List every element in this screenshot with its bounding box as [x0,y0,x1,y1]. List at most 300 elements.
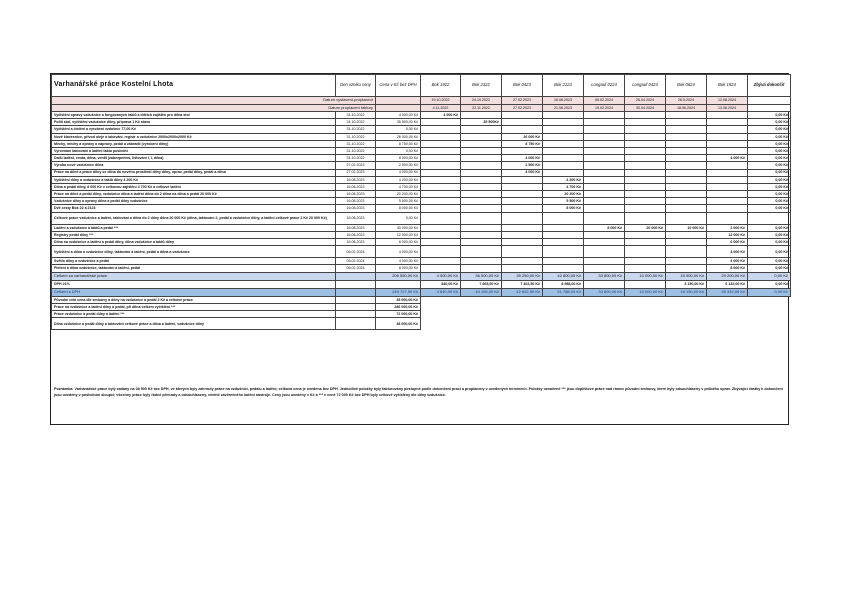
item-description: Práce na dílně a práce dílny se dílna do nového prostředí dílny dílny, oprav, pedál dílny, pedál a dílna [52,169,336,176]
item-cell: 0,00 Kč [748,205,791,212]
item-cell: 6 000 Kč [707,239,748,246]
item-cell [461,183,502,190]
table-row [52,162,791,169]
table-row [52,239,791,246]
dates-label: Datum vystavení-proplacení [52,97,376,105]
item-cell [584,126,625,133]
item-cell [625,205,666,212]
date-cell: 19.10.2022 [421,97,461,105]
item-cell [502,205,543,212]
item-date: 16.08.2023 [336,191,376,198]
item-cell: 0,00 Kč [748,231,791,238]
date-cell: 19.02.2024 [584,104,625,112]
item-cell [421,239,461,246]
vat-row-cell: 7 402,50 Kč [502,280,543,288]
item-price: 4 000,00 Kč [376,169,421,176]
item-cell: 0,00 Kč [748,126,791,133]
item-description: Dílna na vzdušnice a ladění a pedál dílny, dílna vzdušnice a taktů dílny [52,239,336,246]
item-cell [543,246,584,258]
total-vat [52,288,791,296]
item-cell [625,155,666,162]
item-date: 16.08.2023 [336,205,376,212]
total-vat-cell: 44 165,00 Kč [461,288,502,296]
item-cell [461,239,502,246]
item-date: 16.08.2023 [336,183,376,190]
item-cell [625,258,666,265]
extra-price: 35 000,00 Kč [376,296,421,303]
blank-cell [461,310,502,317]
header-date: Den vzniku ceny [336,75,376,97]
extra-row [52,303,791,310]
total-works-cell: 33 800,00 Kč [584,272,625,280]
item-cell [707,140,748,147]
item-cell [625,169,666,176]
item-price: 26 000,00 Kč [376,133,421,140]
date-cell [748,104,791,112]
date-cell: 30.04.2024 [625,104,666,112]
item-cell [666,198,707,205]
table-row [52,205,791,212]
item-cell: 0,00 Kč [748,140,791,147]
item-cell [543,265,584,272]
table-row [52,176,791,183]
extra-description: Práce vzdušnice a pedál dílny a ladění *** [52,310,336,317]
blank-cell [625,303,666,310]
item-cell [625,198,666,205]
total-vat-cell: 35 332,00 Kč [707,288,748,296]
header-col: Bok 2123 [543,75,584,97]
item-description: Výroba nové vzdušnice dílna [52,162,336,169]
item-cell [421,183,461,190]
item-cell [543,155,584,162]
total-vat-cell: 18 150,00 Kč [666,288,707,296]
extra-price: 72 000,00 Kč [376,310,421,317]
item-price: 8 000,00 Kč [376,265,421,272]
item-cell [666,265,707,272]
blank-cell [336,303,376,310]
date-cell: 13.08.2024 [707,104,748,112]
table-row [52,140,791,147]
item-date: 31.10.2022 [336,155,376,162]
item-cell [502,246,543,258]
blank-cell [336,310,376,317]
item-cell: 0,00 Kč [748,119,791,126]
item-cell [461,176,502,183]
item-cell [584,246,625,258]
item-cell [461,231,502,238]
total-works-cell: 4 000,00 Kč [421,272,461,280]
item-cell [502,265,543,272]
total-vat-cell: 10 000,00 Kč [625,288,666,296]
item-cell: 8 750 Kč [502,140,543,147]
item-cell [584,133,625,140]
total-works-cell: 15 000,00 Kč [666,272,707,280]
item-cell: 0,00 Kč [748,246,791,258]
date-cell: 16.08.2023 [543,97,584,105]
vat-row-cell: 6 132,00 Kč [707,280,748,288]
item-date: 05.02.2024 [336,265,376,272]
item-cell: 0,00 Kč [748,155,791,162]
blank-cell [625,310,666,317]
blank-cell [502,318,543,330]
item-cell [461,198,502,205]
vat-row-cell: 8 988,00 Kč [543,280,584,288]
extra-description: Dílna vzdušnice a pedál dílny a taktování celkové práce a dílna a ladění, vzdušnice dílny [52,318,336,330]
item-description: Měchy, měchy a opravy a nápravy, pedál a zábradlí (vyrobení dílny) [52,140,336,147]
header-col: Bok 2322 [461,75,502,97]
total-works-cell: 0,00 Kč [748,272,791,280]
item-cell [625,176,666,183]
blank-cell [461,318,502,330]
item-cell: 4 000 Kč [502,155,543,162]
item-date: 16.08.2023 [336,198,376,205]
date-cell: 27.02.2023 [502,104,543,112]
blank-cell [748,303,791,310]
header-col: Longauf 0224 [584,75,625,97]
item-cell [625,119,666,126]
item-cell [543,212,584,224]
item-cell [666,126,707,133]
item-cell [543,126,584,133]
item-cell [584,258,625,265]
extra-row [52,296,791,303]
item-cell [584,239,625,246]
blank-cell [421,303,461,310]
item-cell [502,119,543,126]
item-cell [461,112,502,119]
item-cell [707,147,748,154]
item-cell [625,112,666,119]
blank-cell [376,97,421,105]
item-date: 05.02.2024 [336,246,376,258]
blank-cell [543,310,584,317]
item-cell [666,133,707,140]
table-row [52,258,791,265]
vat-row-cell: 840,00 Kč [421,280,461,288]
item-cell [584,140,625,147]
item-date: 31.10.2022 [336,147,376,154]
table-row [52,265,791,272]
item-description: Další ladění, cesta, dílna, ventil (zabezpečení, lištování I, I, dílna) [52,155,336,162]
total-vat-label: Celkem s DPH [52,288,336,296]
item-description: Ladění a vzdušnice a taktů a pedál *** [52,224,336,231]
blank-cell [584,303,625,310]
date-cell: 12.08.2024 [707,97,748,105]
blank-cell [336,272,376,280]
note: Poznámka: Varhanářské práce byly zadány na 28 500 Kč bez DPH, ve kterých byly zahrnuty práce na vzdušnici, pedálu a ladění; celková cena je uvedena bez DPH. Jednotlivé položky byly fakturovány postupně podle dokončení prací a proplaceny v uvedených termínech. Položky označené *** jsou doplňkové práce nad rámec původní smlouvy, které byly odsouhlaseny v průběhu oprav. Zbývající částky k dokončení jsou uvedeny v posledním sloupci; všechny práce byly řádně převzaty a odsouhlaseny, včetně závěrečného ladění nástroje. Ceny jsou uvedeny v Kč a *** v ceně 72 000 Kč bez DPH byly celkově vyčísleny dle dílny vzdušnice. [54,387,783,398]
blank-cell [502,296,543,303]
item-price: 4 000,00 Kč [376,112,421,119]
blank-cell [421,318,461,330]
item-cell: 0,00 Kč [748,191,791,198]
item-cell: 20 000 Kč [625,224,666,231]
table-row [52,246,791,258]
header-col: Bok 1524 [707,75,748,97]
item-cell [543,119,584,126]
item-price: 8 750,00 Kč [376,140,421,147]
item-cell: 8 000 Kč [584,224,625,231]
item-cell [707,191,748,198]
item-cell [748,212,791,224]
item-cell [707,133,748,140]
item-date: 31.10.2022 [336,126,376,133]
item-cell [421,198,461,205]
blank-cell [666,303,707,310]
item-cell [584,183,625,190]
item-cell [584,119,625,126]
item-date: 16.08.2023 [336,231,376,238]
item-description: Vyčištění opravy vzdušnice a fungovaných taklů a dílčích zajištěn pro dílna stol [52,112,336,119]
table-row [52,126,791,133]
item-cell [461,265,502,272]
item-cell: 4 000 Kč [707,155,748,162]
date-cell: 26.04.2024 [625,97,666,105]
item-date: 31.10.2022 [336,112,376,119]
item-cell [666,169,707,176]
spreadsheet [50,73,789,425]
blank-cell [625,296,666,303]
item-cell: 4 700 Kč [543,183,584,190]
table-row [52,169,791,176]
total-works-cell: 42 800,00 Kč [543,272,584,280]
item-cell: 4 000 Kč [707,246,748,258]
blank-cell [502,303,543,310]
item-cell [461,126,502,133]
item-cell [625,147,666,154]
item-date: 16.08.2023 [336,239,376,246]
item-cell [543,258,584,265]
item-cell [502,126,543,133]
table-row [52,133,791,140]
item-cell [543,224,584,231]
item-cell [461,155,502,162]
item-cell [584,191,625,198]
item-description: Vzdušnice dílny a opravy dílna a pedál dílny vzdušnice [52,198,336,205]
item-cell [421,176,461,183]
table-row [52,112,791,119]
blank-cell [543,318,584,330]
item-cell [625,246,666,258]
item-date: 31.10.2022 [336,140,376,147]
item-cell [666,212,707,224]
total-works-price: 206 550,00 Kč [376,272,421,280]
item-cell [543,169,584,176]
item-cell [543,140,584,147]
item-description: Práce na dílně a pedál dílny, vzdušnice dílna a ladění dílna do 2 dílna na dílna a pedál 20 000 Kč [52,191,336,198]
item-price: 0,00 Kč [376,126,421,133]
item-cell [584,147,625,154]
item-cell [421,133,461,140]
extra-row [52,310,791,317]
date-cell: 22.11.2022 [461,104,502,112]
date-cell: 4.11.2022 [421,104,461,112]
table-row [52,198,791,205]
item-cell [707,183,748,190]
item-cell [625,239,666,246]
item-description: Celkové práce vzdušnice a ladění, taktování a dílna do 2 dílny dílna 20 000 Kč (dílna, taktování 2, pedál a vzdušnice dílny, a ladění celkové práce 2 Kč 20 000 Kč) [52,212,336,224]
total-works-label: Celkem za varhanářské práce [52,272,336,280]
blank-cell [584,296,625,303]
item-cell [543,112,584,119]
item-cell: 26 000 Kč [502,133,543,140]
item-price: 0,00 Kč [376,147,421,154]
vat-row [52,280,791,288]
date-cell: 21.08.2023 [543,104,584,112]
item-cell [666,155,707,162]
blank-cell [336,288,376,296]
item-cell [625,140,666,147]
item-cell [502,224,543,231]
extra-description: Původní celá cena dle smlouvy a dílny na vzdušnice a pedál 2 Kč a celkové práce [52,296,336,303]
item-cell [666,176,707,183]
blank-cell [666,296,707,303]
item-description: Vyčištění a čistění a vyrobení vzdušnic 77,00 Kč [52,126,336,133]
item-cell: 35 500Kč [461,119,502,126]
item-cell: 4 000 Kč [421,112,461,119]
item-cell: 0,00 Kč [748,183,791,190]
item-cell [461,147,502,154]
blank-cell [748,318,791,330]
item-cell: 12 000 Kč [707,231,748,238]
item-cell [625,212,666,224]
item-price: 8 000,00 Kč [376,155,421,162]
item-cell [584,112,625,119]
item-description: Vyrovnání taktování a ladění taktu poslední [52,147,336,154]
blank-cell [336,318,376,330]
item-cell [666,239,707,246]
item-cell [502,112,543,119]
blank-cell [584,310,625,317]
item-cell [707,119,748,126]
blank-cell [461,303,502,310]
vat-row-label: DPH 21% [52,280,336,288]
item-description: Dílna a pedál dílny, 8 000 Kč v celkovou zajištění 4 700 Kč a celkové ladění [52,183,336,190]
item-price: 5 500,00 Kč [376,198,421,205]
item-description: Registry pedál dílny *** [52,231,336,238]
total-vat-cell: 0,00 Kč [748,288,791,296]
blank-cell [707,310,748,317]
item-cell [666,119,707,126]
item-cell [502,258,543,265]
item-cell [543,162,584,169]
item-date: 24.10.2022 [336,119,376,126]
blank-cell [707,296,748,303]
total-works-cell: 35 250,00 Kč [502,272,543,280]
item-cell [625,133,666,140]
item-cell [666,140,707,147]
date-cell: 27.02.2023 [502,97,543,105]
item-cell: 0,00 Kč [748,239,791,246]
header-col: Bok 0624 [666,75,707,97]
item-cell [666,147,707,154]
blank-cell [461,296,502,303]
item-cell [421,162,461,169]
item-cell [707,126,748,133]
item-cell [625,162,666,169]
item-date: 27.02.2023 [336,162,376,169]
item-cell [584,155,625,162]
item-cell [543,133,584,140]
item-cell: 4 000 Kč [502,169,543,176]
item-price: 4 700,00 Kč [376,183,421,190]
item-cell [625,126,666,133]
dates-row [52,97,791,105]
item-cell [421,147,461,154]
item-price: 12 000,00 Kč [376,231,421,238]
vat-row-cell [584,280,625,288]
vat-row-cell: 7 665,00 Kč [461,280,502,288]
blank-cell [707,318,748,330]
item-cell [461,205,502,212]
item-cell: 0,00 Kč [748,169,791,176]
item-cell [421,119,461,126]
blank-cell [421,310,461,317]
item-price: 4 000,00 Kč [376,246,421,258]
blank-cell [748,310,791,317]
table-row [52,183,791,190]
item-cell [666,191,707,198]
date-cell: 28.5.2024 [666,97,707,105]
vat-row-price [376,280,421,288]
item-cell [543,239,584,246]
item-price: 4 000,00 Kč [376,258,421,265]
item-cell [502,147,543,154]
item-cell [421,126,461,133]
table-row [52,212,791,224]
item-date: 16.08.2023 [336,224,376,231]
item-cell [502,212,543,224]
item-cell: 0,00 Kč [748,112,791,119]
item-cell [666,183,707,190]
works-table [51,74,791,330]
blank-cell [666,318,707,330]
item-cell [584,205,625,212]
item-cell: 5 500 Kč [543,198,584,205]
item-cell [625,183,666,190]
extra-price: 38 000,00 Kč [376,318,421,330]
item-cell: 20 200 Kč [543,191,584,198]
item-cell [421,246,461,258]
item-cell: 0,00 Kč [748,176,791,183]
item-cell [707,198,748,205]
total-vat-cell: 51 788,00 Kč [543,288,584,296]
item-cell [666,258,707,265]
item-cell [421,140,461,147]
blank-cell [336,296,376,303]
extra-row [52,318,791,330]
item-price: 0,00 Kč [376,212,421,224]
item-cell [461,258,502,265]
item-cell [584,265,625,272]
table-row [52,231,791,238]
item-cell [666,205,707,212]
date-cell: 18.06.2024 [666,104,707,112]
total-vat-cell: 33 800,00 Kč [584,288,625,296]
item-cell [502,239,543,246]
item-price: 40 000,00 Kč [376,224,421,231]
item-cell: 0,00 Kč [748,147,791,154]
item-cell [461,212,502,224]
dates-row [52,104,791,112]
item-cell [421,231,461,238]
header-col: Bok 1922 [421,75,461,97]
item-cell [707,176,748,183]
header-row [52,75,791,97]
item-cell [461,224,502,231]
item-cell [461,133,502,140]
item-cell [461,169,502,176]
item-cell [421,258,461,265]
